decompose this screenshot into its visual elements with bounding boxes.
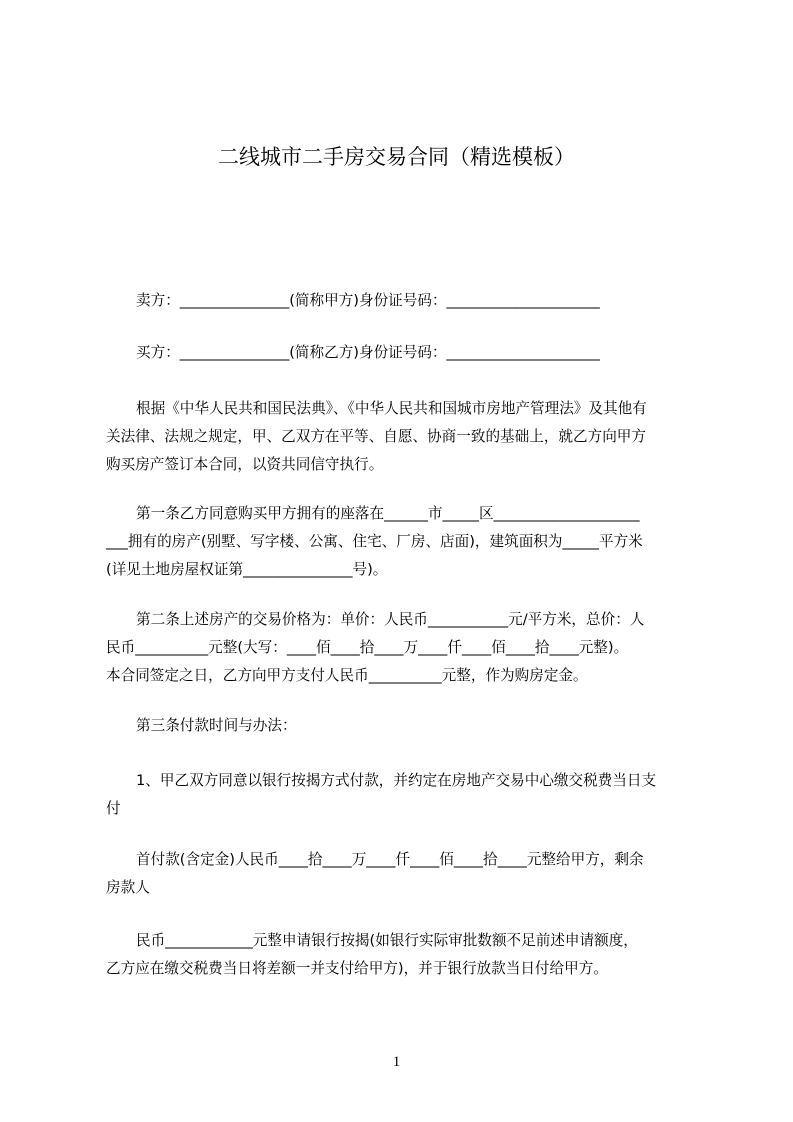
article-2-paragraph <box>106 606 706 690</box>
clause-1-line: 付 <box>106 800 121 817</box>
article-1-paragraph <box>106 500 706 584</box>
buyer-line <box>106 339 736 367</box>
page-number: 1 <box>392 1054 401 1070</box>
document-title: 二线城市二手房交易合同（精选模板） <box>218 145 575 169</box>
loan-line: 乙方应在缴交税费当日将差额一并支付给甲方)，并于银行放款当日付给甲方。 <box>106 960 608 977</box>
clause-1-line: 1、甲乙双方同意以银行按揭方式付款，并约定在房地产交易中心缴交税费当日支 <box>136 772 657 789</box>
article-1-line: 第一条乙方同意购买甲方拥有的座落在______市_____区____________________ <box>136 505 640 522</box>
clause-1-paragraph <box>106 767 706 823</box>
loan-line: 民币____________元整申请银行按揭(如银行实际审批数额不足前述申请额度， <box>136 932 638 949</box>
preamble-line: 关法律、法规之规定，甲、乙双方在平等、自愿、协商一致的基础上，就乙方向甲方 <box>106 428 646 445</box>
article-2-line: 本合同签定之日，乙方向甲方支付人民币__________元整，作为购房定金。 <box>106 667 588 684</box>
article-1-line: (详见土地房屋权证第_______________号)。 <box>106 561 388 578</box>
down-payment-paragraph <box>106 846 706 902</box>
loan-paragraph <box>106 927 706 983</box>
article-2-line: 民币__________元整(大写：____佰____拾____万____仟____佰____拾____元整)。 <box>106 639 629 656</box>
article-3-heading <box>106 712 736 740</box>
down-payment-line: 首付款(含定金)人民币____拾____万____仟____佰____拾____元整给甲方，剩余 <box>136 851 644 868</box>
article-2-line: 第二条上述房产的交易价格为：单价：人民币___________元/平方米，总价：人 <box>136 611 645 628</box>
down-payment-line: 房款人 <box>106 879 150 896</box>
buyer-line-text: 买方：_______________(简称乙方)身份证号码：_____________________ <box>136 344 600 361</box>
article-3-heading-text: 第三条付款时间与办法： <box>136 717 297 734</box>
preamble-line: 购买房产签订本合同，以资共同信守执行。 <box>106 456 384 473</box>
preamble-line: 根据《中华人民共和国民法典》、《中华人民共和国城市房地产管理法》及其他有 <box>136 400 647 417</box>
preamble-paragraph <box>106 395 706 479</box>
article-1-line: ___拥有的房产(别墅、写字楼、公寓、住宅、厂房、店面)，建筑面积为_____平方米 <box>106 533 643 550</box>
seller-line <box>106 287 736 315</box>
seller-line-text: 卖方：_______________(简称甲方)身份证号码：_____________________ <box>136 292 600 309</box>
